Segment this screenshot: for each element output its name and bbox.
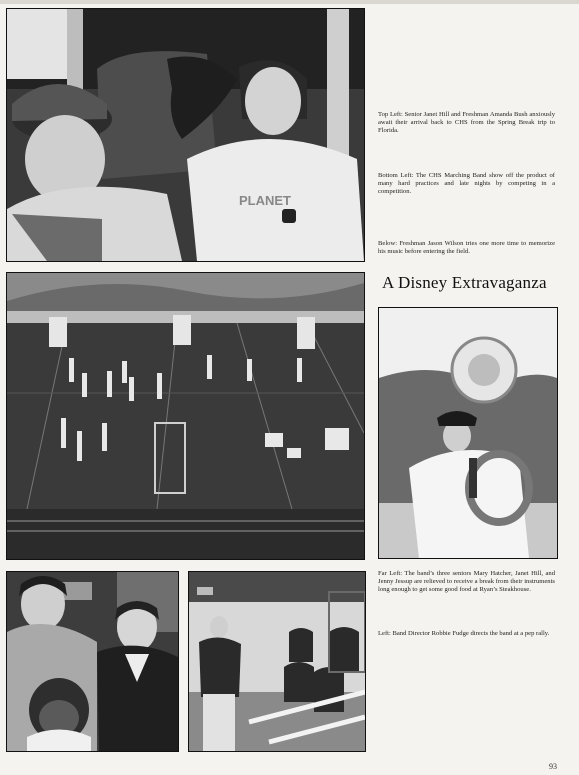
photo-marching-band-field	[6, 272, 365, 560]
page-number: 93	[549, 762, 557, 771]
shirt-text: PLANET	[239, 193, 291, 208]
page-top-edge	[0, 0, 579, 4]
caption-below: Below: Freshman Jason Wilson tries one more time to memorize his music before entering the field.	[378, 240, 555, 256]
photo-girls-on-bus	[6, 8, 365, 262]
caption-far-left: Far Left: The band’s three seniors Mary Hatcher, Janet Hill, and Jenny Jessup are relieved to receive a break from their instruments long enough to get some good food at Ryan’s Steakhouse.	[378, 570, 555, 594]
photo-three-seniors	[6, 571, 179, 752]
caption-bottom-left: Bottom Left: The CHS Marching Band show off the product of many hard practices and late nights by competing in a competition.	[378, 172, 555, 196]
caption-top-left: Top Left: Senior Janet Hill and Freshman Amanda Bush anxiously await their arrival back to CHS from the Spring Break trip to Florida.	[378, 111, 555, 135]
page-headline: A Disney Extravaganza	[382, 273, 547, 292]
photo-band-director-pep-rally	[188, 571, 366, 752]
photo-tuba-player	[378, 307, 558, 559]
caption-left: Left: Band Director Robbie Fudge directs the band at a pep rally.	[378, 630, 550, 637]
